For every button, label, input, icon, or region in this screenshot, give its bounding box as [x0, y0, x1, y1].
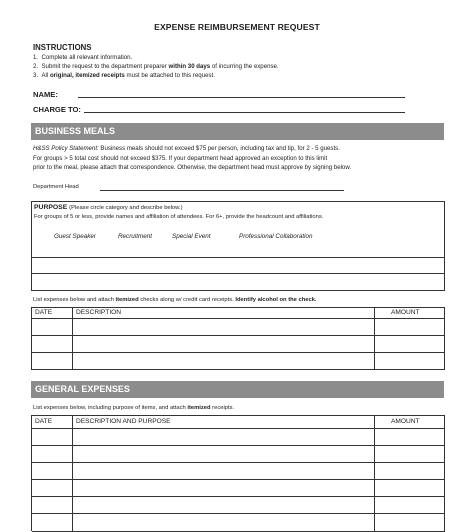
table-cell[interactable]	[32, 514, 73, 532]
table-cell[interactable]	[375, 319, 445, 336]
department-head-signature-field[interactable]	[100, 190, 344, 191]
page-title: EXPENSE REIMBURSEMENT REQUEST	[154, 22, 320, 32]
purpose-divider	[32, 273, 444, 274]
table-cell[interactable]	[73, 463, 375, 480]
meals-expense-table	[31, 307, 445, 370]
table-cell[interactable]	[375, 353, 445, 370]
table-cell[interactable]	[73, 497, 375, 514]
table-cell[interactable]	[32, 480, 73, 497]
department-head-label: Department Head	[33, 184, 79, 190]
general-list-note: List expenses below, including purpose of items, and attach itemized receipts.	[33, 405, 235, 411]
table-cell[interactable]	[32, 336, 73, 353]
table-header-cell: AMOUNT	[375, 416, 445, 429]
instruction-item: 1. Complete all relevant information.	[33, 54, 133, 61]
table-cell[interactable]	[375, 429, 445, 446]
table-header-cell: DESCRIPTION	[73, 308, 375, 319]
table-cell[interactable]	[73, 319, 375, 336]
table-cell[interactable]	[375, 463, 445, 480]
table-header-cell: DATE	[32, 308, 73, 319]
table-header-cell: DESCRIPTION AND PURPOSE	[73, 416, 375, 429]
table-cell[interactable]	[375, 514, 445, 532]
meals-list-note: List expenses below and attach itemized checks along w/ credit card receipts. Identify alcohol on the check.	[33, 297, 317, 303]
table-cell[interactable]	[375, 446, 445, 463]
table-cell[interactable]	[32, 446, 73, 463]
category-guest-speaker[interactable]: Guest Speaker	[54, 233, 97, 240]
table-cell[interactable]	[73, 429, 375, 446]
instruction-item: 3. All original, itemized receipts must be attached to this request.	[33, 72, 215, 79]
table-header-cell: AMOUNT	[375, 308, 445, 319]
table-cell[interactable]	[73, 336, 375, 353]
table-cell[interactable]	[375, 497, 445, 514]
table-cell[interactable]	[73, 480, 375, 497]
business-meals-header: BUSINESS MEALS	[31, 123, 444, 140]
instructions-heading: INSTRUCTIONS	[33, 43, 92, 52]
table-cell[interactable]	[375, 336, 445, 353]
general-expenses-header: GENERAL EXPENSES	[31, 381, 444, 398]
table-cell[interactable]	[32, 497, 73, 514]
category-special-event[interactable]: Special Event	[172, 233, 211, 240]
policy-statement-line: For groups > 5 total cost should not exceed $375. If your department head approved an exception to this limit	[33, 154, 328, 162]
table-cell[interactable]	[32, 429, 73, 446]
table-cell[interactable]	[375, 480, 445, 497]
table-cell[interactable]	[32, 353, 73, 370]
table-cell[interactable]	[73, 353, 375, 370]
charge-to-field[interactable]	[84, 112, 405, 113]
table-cell[interactable]	[73, 514, 375, 532]
table-cell[interactable]	[73, 446, 375, 463]
charge-to-label: CHARGE TO:	[33, 105, 81, 114]
table-cell[interactable]	[32, 463, 73, 480]
purpose-heading: PURPOSE (Please circle category and describe below.)	[34, 204, 183, 211]
instruction-item: 2. Submit the request to the department preparer within 30 days of incurring the expense.	[33, 63, 279, 70]
category-professional-collaboration[interactable]: Professional Collaboration	[239, 233, 313, 240]
purpose-box	[31, 201, 445, 291]
name-label: NAME:	[33, 90, 58, 99]
purpose-description: For groups of 5 or less, provide names and affiliation of attendees. For 6+, provide the headcount and affiliations.	[34, 214, 324, 220]
name-field[interactable]	[78, 97, 405, 98]
table-header-cell: DATE	[32, 416, 73, 429]
policy-statement-line: prior to the meal, please attach that correspondence. Otherwise, the department head must approve by signing below.	[33, 164, 352, 171]
policy-statement: H&SS Policy Statement: Business meals should not exceed $75 per person, including tax and tip, for 2 - 5 guests.	[33, 145, 340, 152]
table-cell[interactable]	[32, 319, 73, 336]
purpose-divider	[32, 257, 444, 258]
general-expense-table	[31, 415, 445, 531]
category-recruitment[interactable]: Recruitment	[118, 233, 152, 240]
